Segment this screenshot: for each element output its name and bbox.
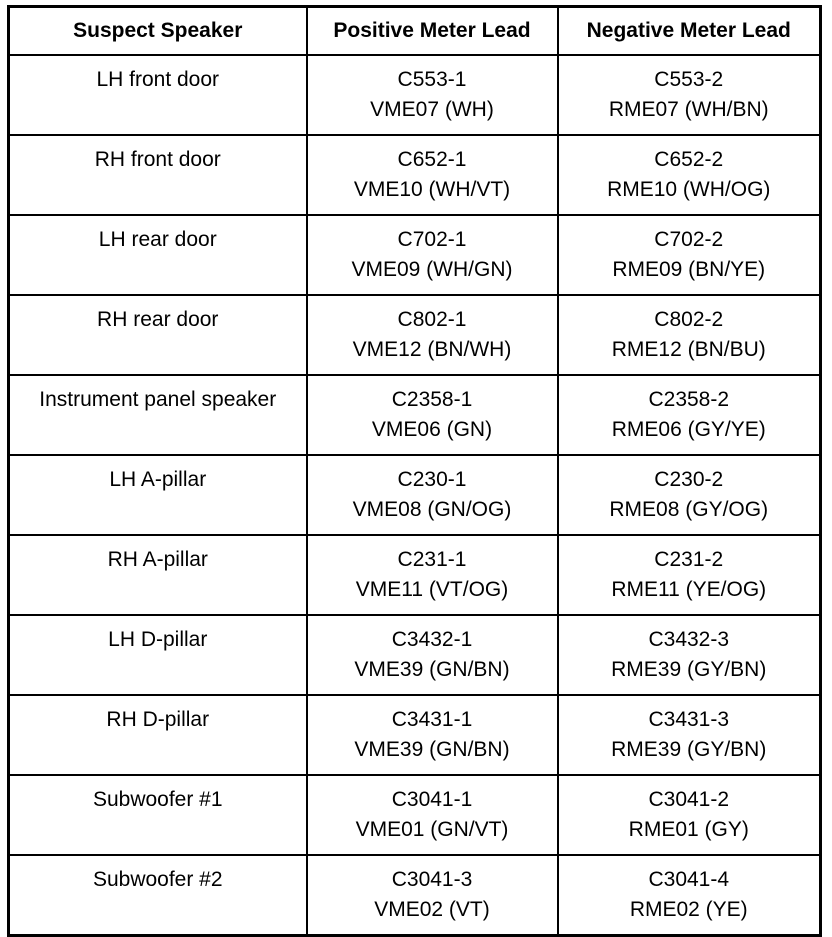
positive-circuit: VME07 (WH): [370, 98, 494, 121]
table-header: [9, 7, 821, 56]
positive-lead-cell: [307, 535, 558, 615]
negative-connector-pin: C2358-2: [648, 388, 730, 411]
negative-circuit: RME39 (GY/BN): [611, 738, 767, 761]
table-row: [9, 295, 821, 375]
speaker-cell: [9, 295, 307, 375]
positive-lead-cell: [307, 55, 558, 135]
positive-connector-pin: C3432-1: [391, 628, 473, 651]
negative-lead-cell: [558, 295, 821, 375]
negative-connector-pin: C230-2: [654, 468, 724, 491]
header-negative-meter-lead: Negative Meter Lead: [558, 7, 821, 56]
negative-circuit: RME02 (YE): [629, 898, 748, 921]
negative-circuit: RME09 (BN/YE): [612, 258, 766, 281]
positive-lead-cell: [307, 215, 558, 295]
negative-lead-cell: [558, 615, 821, 695]
negative-circuit: RME07 (WH/BN): [608, 98, 769, 121]
header-row: [9, 7, 821, 56]
negative-lead-cell: [558, 855, 821, 936]
negative-connector-pin: C553-2: [654, 68, 724, 91]
positive-circuit: VME39 (GN/BN): [354, 658, 510, 681]
speaker-name: Subwoofer #1: [92, 788, 223, 811]
negative-connector-pin: C652-2: [654, 148, 724, 171]
speaker-cell: [9, 615, 307, 695]
table-row: [9, 455, 821, 535]
negative-lead-cell: [558, 55, 821, 135]
speaker-name: RH A-pillar: [107, 548, 208, 571]
speaker-test-table: [7, 5, 822, 937]
positive-circuit: VME01 (GN/VT): [355, 818, 509, 841]
speaker-cell: [9, 375, 307, 455]
negative-connector-pin: C802-2: [654, 308, 724, 331]
positive-lead-cell: [307, 295, 558, 375]
negative-connector-pin: C231-2: [654, 548, 724, 571]
positive-lead-cell: [307, 135, 558, 215]
negative-circuit: RME08 (GY/OG): [609, 498, 769, 521]
positive-connector-pin: C652-1: [397, 148, 467, 171]
positive-lead-cell: [307, 615, 558, 695]
positive-circuit: VME09 (WH/GN): [351, 258, 513, 281]
negative-circuit: RME39 (GY/BN): [611, 658, 767, 681]
speaker-cell: [9, 455, 307, 535]
negative-lead-cell: [558, 455, 821, 535]
table-row: [9, 55, 821, 135]
speaker-name: LH A-pillar: [109, 468, 207, 491]
speaker-name: RH front door: [94, 148, 221, 171]
table-row: [9, 375, 821, 455]
speaker-cell: [9, 135, 307, 215]
negative-connector-pin: C3041-4: [648, 868, 730, 891]
negative-circuit: RME12 (BN/BU): [611, 338, 766, 361]
negative-circuit: RME01 (GY): [628, 818, 749, 841]
positive-connector-pin: C2358-1: [391, 388, 473, 411]
positive-circuit: VME11 (VT/OG): [355, 578, 509, 601]
positive-connector-pin: C553-1: [397, 68, 467, 91]
table-row: [9, 855, 821, 936]
positive-lead-cell: [307, 455, 558, 535]
positive-connector-pin: C3041-1: [391, 788, 473, 811]
negative-connector-pin: C3431-3: [648, 708, 730, 731]
positive-circuit: VME08 (GN/OG): [352, 498, 512, 521]
positive-connector-pin: C230-1: [397, 468, 467, 491]
positive-connector-pin: C3431-1: [391, 708, 473, 731]
speaker-cell: [9, 775, 307, 855]
negative-lead-cell: [558, 215, 821, 295]
speaker-cell: [9, 535, 307, 615]
positive-circuit: VME12 (BN/WH): [352, 338, 512, 361]
header-positive-meter-lead: Positive Meter Lead: [307, 7, 558, 56]
header-suspect-speaker: Suspect Speaker: [9, 7, 307, 56]
speaker-name: LH front door: [96, 68, 220, 91]
positive-circuit: VME02 (VT): [374, 898, 490, 921]
table-row: [9, 775, 821, 855]
negative-lead-cell: [558, 695, 821, 775]
negative-lead-cell: [558, 135, 821, 215]
negative-lead-cell: [558, 535, 821, 615]
negative-connector-pin: C702-2: [654, 228, 724, 251]
speaker-name: RH D-pillar: [106, 708, 210, 731]
table-row: [9, 215, 821, 295]
positive-connector-pin: C231-1: [397, 548, 467, 571]
speaker-name: RH rear door: [97, 308, 219, 331]
negative-connector-pin: C3041-2: [648, 788, 730, 811]
negative-lead-cell: [558, 775, 821, 855]
table-row: [9, 695, 821, 775]
positive-circuit: VME10 (WH/VT): [353, 178, 511, 201]
speaker-cell: [9, 55, 307, 135]
negative-circuit: RME06 (GY/YE): [611, 418, 766, 441]
positive-circuit: VME39 (GN/BN): [354, 738, 510, 761]
speaker-name: Instrument panel speaker: [39, 388, 277, 411]
positive-circuit: VME06 (GN): [371, 418, 493, 441]
table-body: [9, 55, 821, 936]
speaker-test-table-container: [7, 5, 819, 921]
speaker-cell: [9, 215, 307, 295]
negative-circuit: RME11 (YE/OG): [611, 578, 767, 601]
positive-connector-pin: C3041-3: [391, 868, 473, 891]
table-row: [9, 615, 821, 695]
positive-lead-cell: [307, 855, 558, 936]
positive-lead-cell: [307, 775, 558, 855]
speaker-cell: [9, 855, 307, 936]
positive-lead-cell: [307, 695, 558, 775]
speaker-name: LH rear door: [98, 228, 217, 251]
table-row: [9, 135, 821, 215]
negative-lead-cell: [558, 375, 821, 455]
speaker-name: Subwoofer #2: [92, 868, 223, 891]
positive-connector-pin: C702-1: [397, 228, 467, 251]
negative-circuit: RME10 (WH/OG): [607, 178, 771, 201]
negative-connector-pin: C3432-3: [648, 628, 730, 651]
speaker-cell: [9, 695, 307, 775]
speaker-name: LH D-pillar: [108, 628, 208, 651]
positive-lead-cell: [307, 375, 558, 455]
table-row: [9, 535, 821, 615]
positive-connector-pin: C802-1: [397, 308, 467, 331]
